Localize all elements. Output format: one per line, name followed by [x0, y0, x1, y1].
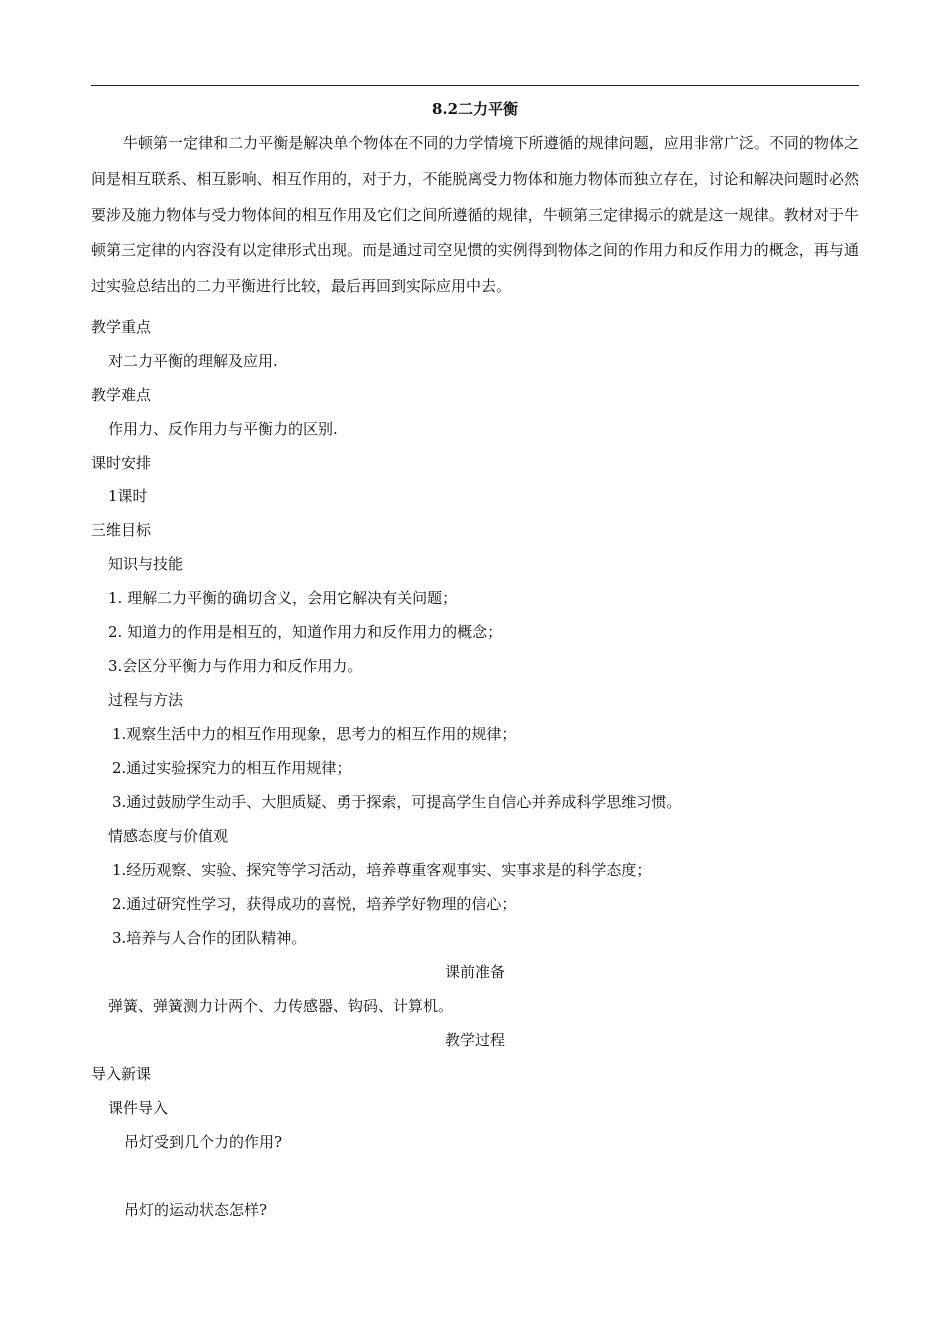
goals-heading: 三维目标: [91, 521, 152, 539]
key-point-heading: 教学重点: [91, 318, 152, 336]
emotion-item: 3.培养与人合作的团队精神。: [112, 929, 307, 947]
header-rule: [91, 85, 859, 86]
knowledge-heading: 知识与技能: [108, 555, 184, 573]
difficulty-text: 作用力、反作用力与平衡力的区别.: [108, 420, 338, 438]
process-item: 3.通过鼓励学生动手、大胆质疑、勇于探索，可提高学生自信心并养成科学思维习惯。: [112, 793, 682, 811]
knowledge-item: 1. 理解二力平衡的确切含义，会用它解决有关问题；: [108, 589, 458, 607]
difficulty-heading: 教学难点: [91, 386, 152, 404]
process-item: 2.通过实验探究力的相互作用规律；: [112, 759, 352, 777]
emotion-item: 2.通过研究性学习，获得成功的喜悦，培养学好物理的信心；: [112, 895, 517, 913]
schedule-text: 1课时: [108, 487, 148, 505]
schedule-heading: 课时安排: [91, 454, 152, 472]
intro-lesson-heading: 导入新课: [91, 1065, 152, 1083]
process-heading: 过程与方法: [108, 691, 184, 709]
process-section-heading: 教学过程: [444, 1031, 505, 1049]
knowledge-item: 3.会区分平衡力与作用力和反作用力。: [108, 657, 363, 675]
key-point-text: 对二力平衡的理解及应用.: [108, 352, 278, 370]
prep-text: 弹簧、弹簧测力计两个、力传感器、钩码、计算机。: [108, 997, 454, 1015]
emotion-heading: 情感态度与价值观: [108, 827, 229, 845]
process-item: 1.观察生活中力的相互作用现象，思考力的相互作用的规律；: [112, 725, 517, 743]
intro-paragraph: 牛顿第一定律和二力平衡是解决单个物体在不同的力学情境下所遵循的规律问题，应用非常广泛。不同的物体之间是相互联系、相互影响、相互作用的，对于力，不能脱离受力物体和施力物体而独立存在，讨论和解决问题时必然要涉及施力物体与受力物体间的相互作用及它们之间所遵循的规律，牛顿第三定律揭示的就是这一规律。教材对于牛顿第三定律的内容没有以定律形式出现。而是通过司空见惯的实例得到物体之间的作用力和反作用力的概念，再与通过实验总结出的二力平衡进行比较，最后再回到实际应用中去。: [91, 134, 859, 296]
prep-heading: 课前准备: [444, 963, 505, 981]
document-title: 8.2二力平衡: [431, 100, 519, 118]
courseware-heading: 课件导入: [108, 1099, 169, 1117]
emotion-item: 1.经历观察、实验、探究等学习活动，培养尊重客观事实、实事求是的科学态度；: [112, 861, 652, 879]
question-2: 吊灯的运动状态怎样?: [124, 1201, 268, 1219]
question-1: 吊灯受到几个力的作用?: [124, 1133, 283, 1151]
knowledge-item: 2. 知道力的作用是相互的，知道作用力和反作用力的概念；: [108, 623, 503, 641]
